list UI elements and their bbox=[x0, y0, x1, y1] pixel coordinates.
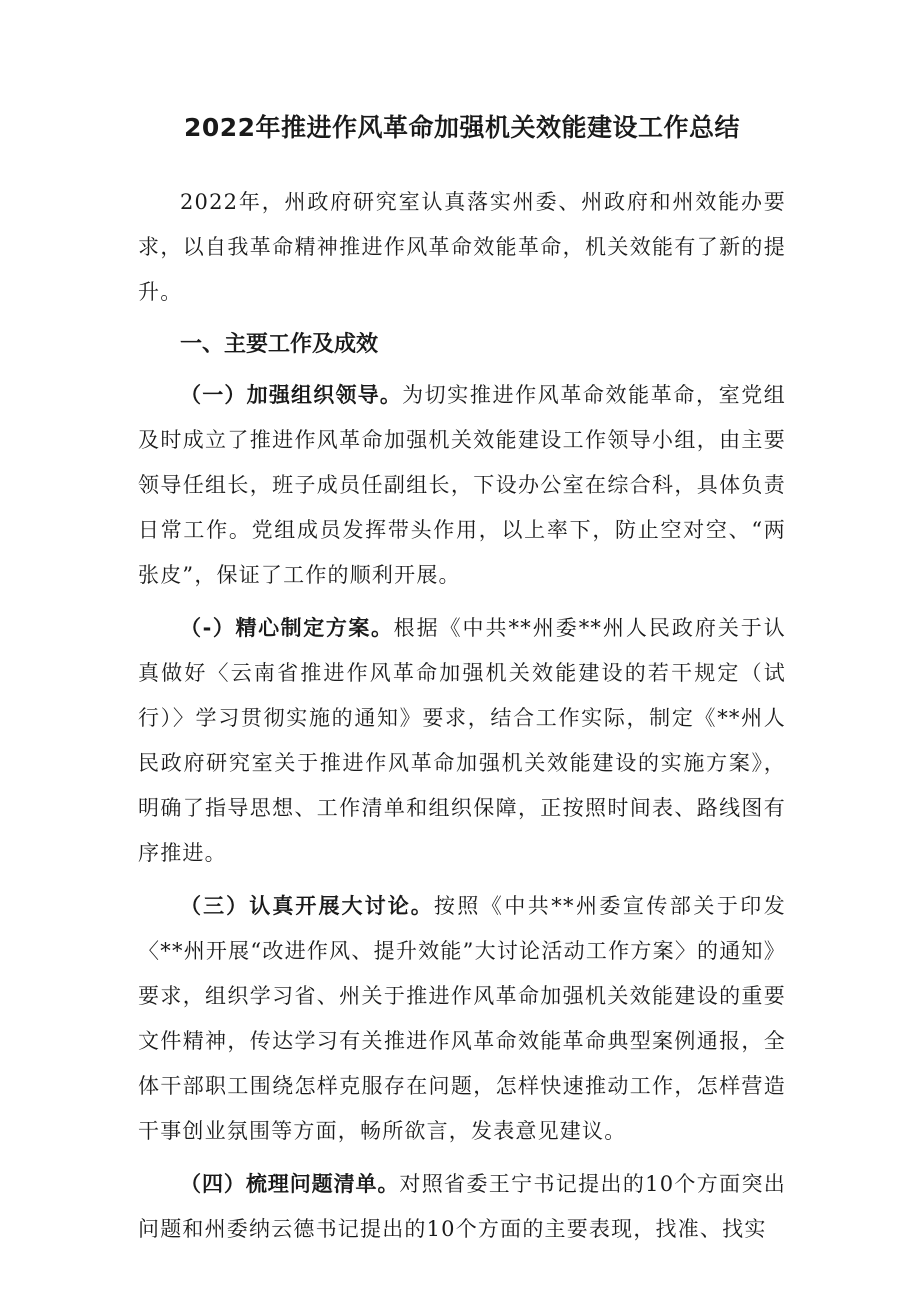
item-lead: （一）加强组织领导。 bbox=[180, 383, 403, 407]
item-body: 为切实推进作风革命效能革命，室党组及时成立了推进作风革命加强机关效能建设工作领导小组，由主要领导任组长，班子成员任副组长，下设办公室在综合科，具体负责日常工作。党组成员发挥带头作用，以上率下，防止空对空、“两张皮”，保证了工作的顺利开展。 bbox=[138, 383, 786, 587]
item-body: 根据《中共**州委**州人民政府关于认真做好〈云南省推进作风革命加强机关效能建设的若干规定（试行）〉学习贯彻实施的通知》要求，结合工作实际，制定《**州人民政府研究室关于推进作风革命加强机关效能建设的实施方案》，明确了指导思想、工作清单和组织保障，正按照时间表、路线图有序推进。 bbox=[138, 616, 786, 865]
item-paragraph-2 bbox=[138, 606, 786, 876]
section-heading: 一、主要工作及成效 bbox=[180, 332, 379, 357]
item-paragraph-4 bbox=[138, 1162, 786, 1252]
document-page bbox=[138, 108, 786, 1260]
intro-paragraph: 2022年，州政府研究室认真落实州委、州政府和州效能办要求，以自我革命精神推进作风革命效能革命，机关效能有了新的提升。 bbox=[138, 190, 786, 304]
item-lead: （三）认真开展大讨论。 bbox=[180, 894, 434, 918]
item-lead: （-）精心制定方案。 bbox=[180, 616, 394, 640]
item-body: 按照《中共**州委宣传部关于印发〈**州开展“改进作风、提升效能”大讨论活动工作方案〉的通知》要求，组织学习省、州关于推进作风革命加强机关效能建设的重要文件精神，传达学习有关推进作风革命效能革命典型案例通报，全体干部职工围绕怎样克服存在问题，怎样快速推动工作，怎样营造干事创业氛围等方面，畅所欲言，发表意见建议。 bbox=[138, 894, 786, 1143]
item-body: 对照省委王宁书记提出的10个方面突出问题和州委纳云德书记提出的10个方面的主要表现，找准、找实 bbox=[138, 1172, 787, 1241]
item-lead: （四）梳理问题清单。 bbox=[180, 1172, 400, 1196]
document-title: 2022年推进作风革命加强机关效能建设工作总结 bbox=[183, 113, 741, 142]
item-paragraph-3 bbox=[138, 884, 786, 1154]
item-paragraph-1 bbox=[138, 373, 786, 598]
